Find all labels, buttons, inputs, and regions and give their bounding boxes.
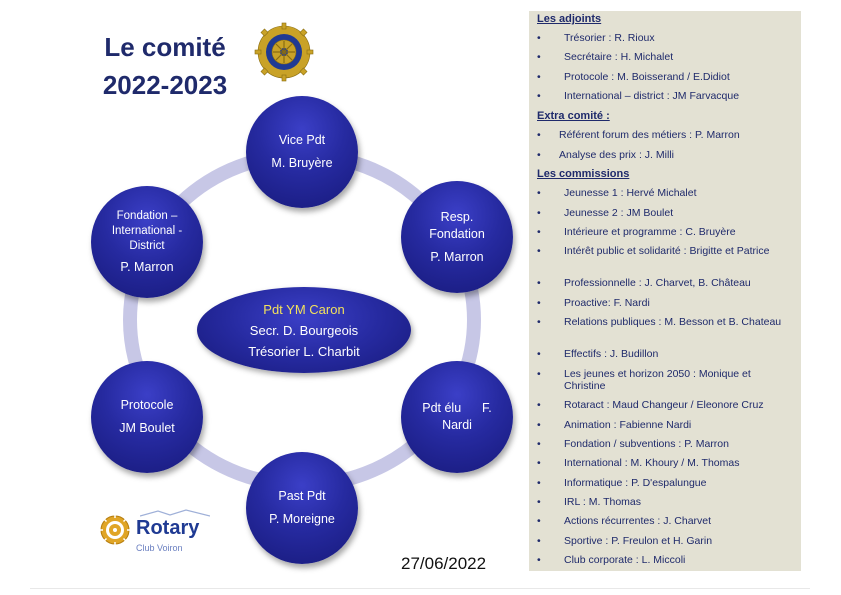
commissions-item-text: Actions récurrentes : J. Charvet: [564, 515, 712, 527]
commissions-item-text: Jeunesse 1 : Hervé Michalet: [564, 187, 697, 199]
node-past-pdt-role: Past Pdt: [278, 489, 326, 503]
node-protocole: [91, 361, 203, 473]
bullet-icon: •: [537, 554, 541, 566]
node-fondation-int-l3: District: [129, 240, 165, 252]
node-resp-fondation-name: P. Marron: [430, 249, 484, 264]
commissions-item-text: Sportive : P. Freulon et H. Garin: [564, 535, 713, 547]
bullet-icon: •: [537, 419, 541, 431]
adjoints-item-text: International – district : JM Farvacque: [564, 90, 740, 102]
node-resp-fondation-l2: Fondation: [429, 226, 485, 241]
commissions-item-text: Les jeunes et horizon 2050 : Monique et Christine: [564, 368, 751, 392]
commissions-item-text: Club corporate : L. Miccoli: [564, 554, 686, 566]
bullet-icon: •: [537, 368, 541, 380]
commissions-header: Les commissions: [537, 168, 630, 180]
commissions-item-text: Effectifs : J. Budillon: [564, 348, 659, 360]
bullet-icon: •: [537, 399, 541, 411]
title-line-2: 2022-2023: [102, 70, 228, 100]
bullet-icon: •: [537, 297, 541, 309]
bullet-icon: •: [537, 32, 541, 44]
node-protocole-name: JM Boulet: [119, 421, 175, 435]
node-protocole-role: Protocole: [120, 398, 174, 412]
bullet-icon: •: [537, 515, 541, 527]
center-treasurer: Trésorier L. Charbit: [248, 343, 360, 359]
bullet-icon: •: [537, 477, 541, 489]
node-pdt-elu-l2: Nardi: [442, 418, 472, 432]
node-fondation-int-l2: International -: [111, 225, 183, 237]
adjoints-item-text: Trésorier : R. Rioux: [564, 32, 655, 44]
commissions-item-text: Informatique : P. D'espalungue: [564, 477, 707, 489]
bullet-icon: •: [537, 51, 541, 63]
commissions-item-text: International : M. Khoury / M. Thomas: [564, 457, 740, 469]
bullet-icon: •: [537, 187, 541, 199]
adjoints-item-text: Protocole : M. Boisserand / E.Didiot: [564, 71, 730, 83]
commissions-item-text: Fondation / subventions : P. Marron: [564, 438, 729, 450]
node-fondation-int-name: P. Marron: [120, 260, 174, 274]
bullet-icon: •: [537, 316, 541, 328]
rotary-logo-word: Rotary: [136, 517, 200, 539]
adjoints-item-text: Secrétaire : H. Michalet: [564, 51, 674, 63]
bullet-icon: •: [537, 457, 541, 469]
bullet-icon: •: [537, 129, 541, 141]
center-president-node: [197, 287, 411, 373]
node-resp-fondation-l1: Resp.: [440, 209, 474, 224]
bullet-icon: •: [537, 496, 541, 508]
committee-list-panel: [529, 11, 801, 571]
commissions-item-text: Proactive: F. Nardi: [564, 297, 650, 309]
extra-item-text: Analyse des prix : J. Milli: [559, 149, 674, 161]
node-past-pdt: [246, 452, 358, 564]
rotary-logo-subtitle: Club Voiron: [136, 543, 183, 553]
commissions-item-text: Intérêt public et solidarité : Brigitte et Patrice: [564, 245, 770, 257]
bullet-icon: •: [537, 90, 541, 102]
footer-divider: [30, 588, 810, 589]
bullet-icon: •: [537, 71, 541, 83]
node-fondation-int-l1: Fondation –: [116, 210, 178, 222]
rotary-wheel-icon: [98, 513, 132, 547]
bullet-icon: •: [537, 226, 541, 238]
bullet-icon: •: [537, 438, 541, 450]
node-pdt-elu-l1: Pdt élu F.: [422, 401, 492, 415]
bullet-icon: •: [537, 348, 541, 360]
node-past-pdt-name: P. Moreigne: [269, 512, 335, 526]
node-vice-pdt-role: Vice Pdt: [278, 133, 326, 147]
commissions-item-text: Jeunesse 2 : JM Boulet: [564, 207, 674, 219]
commissions-item-text: Animation : Fabienne Nardi: [564, 419, 692, 431]
bullet-icon: •: [537, 535, 541, 547]
extra-item-text: Référent forum des métiers : P. Marron: [559, 129, 740, 141]
bullet-icon: •: [537, 207, 541, 219]
document-date: 27/06/2022: [401, 554, 487, 573]
node-resp-fondation: [401, 181, 513, 293]
bullet-icon: •: [537, 277, 541, 289]
node-vice-pdt-name: M. Bruyère: [271, 156, 333, 170]
commissions-item-text: Professionnelle : J. Charvet, B. Château: [564, 277, 751, 289]
commissions-item-text: Intérieure et programme : C. Bruyère: [564, 226, 736, 238]
extra-header: Extra comité :: [537, 110, 610, 122]
node-pdt-elu: [401, 361, 513, 473]
commissions-item-text: Rotaract : Maud Changeur / Eleonore Cruz: [564, 399, 764, 411]
adjoints-header: Les adjoints: [537, 13, 602, 25]
rotary-club-logo: [98, 513, 200, 553]
node-vice-pdt: [246, 96, 358, 208]
commissions-item-text: Relations publiques : M. Besson et B. Chateau: [564, 316, 782, 328]
title-line-1: Le comité: [104, 32, 226, 62]
mountain-line-icon: [140, 509, 210, 517]
commissions-item-text: IRL : M. Thomas: [564, 496, 642, 508]
center-secretary: Secr. D. Bourgeois: [249, 322, 359, 338]
bullet-icon: •: [537, 149, 541, 161]
bullet-icon: •: [537, 245, 541, 257]
center-president: Pdt YM Caron: [263, 301, 345, 317]
node-fondation-international: [91, 186, 203, 298]
